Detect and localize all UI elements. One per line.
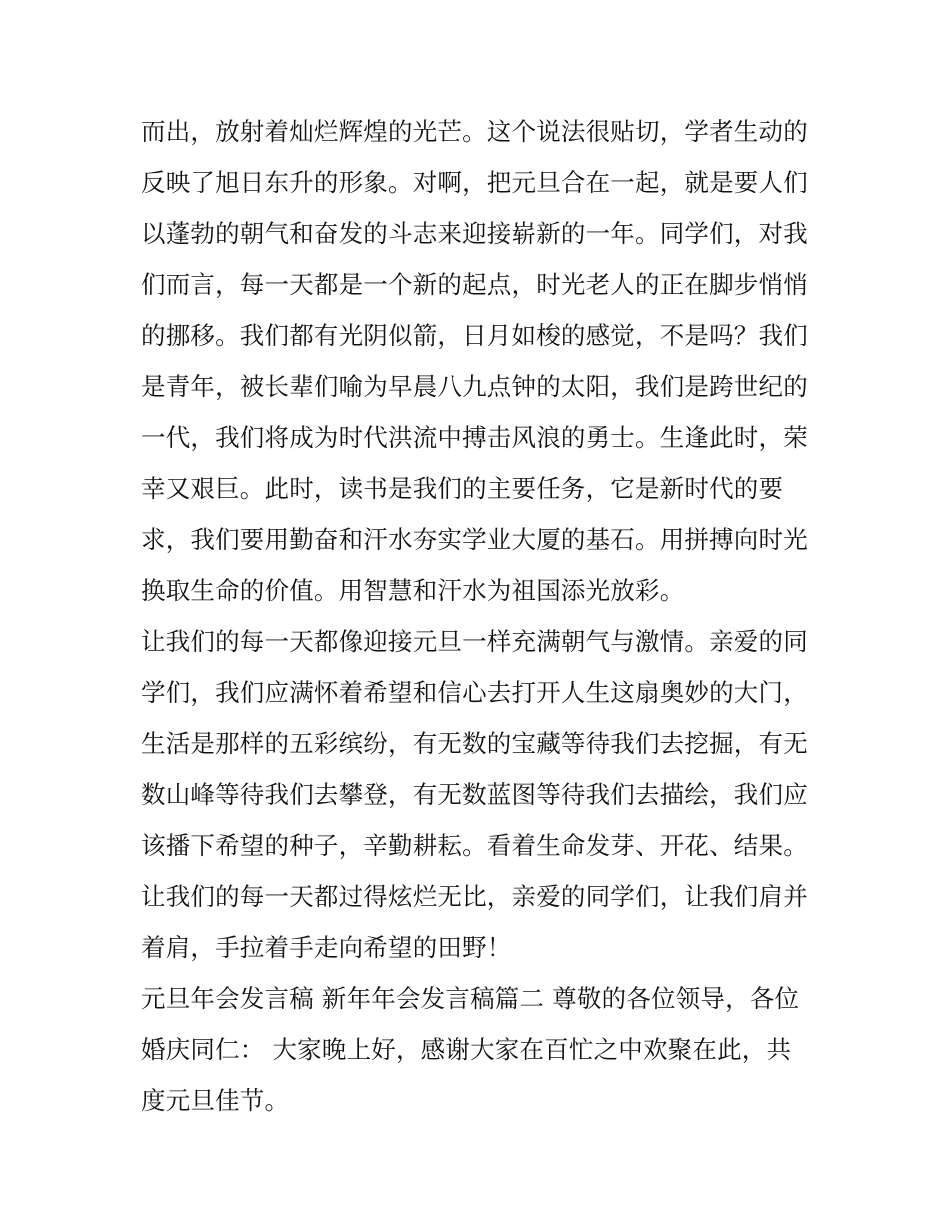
document-body	[141, 106, 821, 1126]
text-line: 元旦年会发言稿 新年年会发言稿篇二 尊敬的各位领导，各位	[141, 984, 800, 1013]
text-line: 让我们的每一天都像迎接元旦一样充满朝气与激情。亲爱的同	[141, 627, 808, 656]
text-line: 而出，放射着灿烂辉煌的光芒。这个说法很贴切，学者生动的	[141, 117, 808, 146]
text-line: 求，我们要用勤奋和汗水夯实学业大厦的基石。用拼搏向时光	[141, 525, 808, 554]
text-line: 反映了旭日东升的形象。对啊，把元旦合在一起，就是要人们	[141, 168, 808, 197]
text-line: 度元旦佳节。	[141, 1086, 290, 1115]
text-line: 换取生命的价值。用智慧和汗水为祖国添光放彩。	[141, 576, 685, 605]
text-line: 以蓬勃的朝气和奋发的斗志来迎接崭新的一年。同学们，对我	[141, 219, 808, 248]
text-line: 是青年，被长辈们喻为早晨八九点钟的太阳，我们是跨世纪的	[141, 372, 808, 401]
text-line: 幸又艰巨。此时，读书是我们的主要任务，它是新时代的要	[141, 474, 784, 503]
text-line: 让我们的每一天都过得炫烂无比，亲爱的同学们，让我们肩并	[141, 882, 808, 911]
text-line: 一代，我们将成为时代洪流中搏击风浪的勇士。生逢此时，荣	[141, 423, 808, 452]
text-line: 数山峰等待我们去攀登，有无数蓝图等待我们去描绘，我们应	[141, 780, 808, 809]
text-line: 生活是那样的五彩缤纷，有无数的宝藏等待我们去挖掘，有无	[141, 729, 808, 758]
text-line: 婚庆同仁： 大家晚上好，感谢大家在百忙之中欢聚在此，共	[141, 1035, 792, 1064]
text-line: 们而言，每一天都是一个新的起点，时光老人的正在脚步悄悄	[141, 270, 808, 299]
text-line: 学们，我们应满怀着希望和信心去打开人生这扇奥妙的大门，	[141, 678, 808, 707]
text-line: 的挪移。我们都有光阴似箭，日月如梭的感觉，不是吗？我们	[141, 321, 808, 350]
text-line: 着肩，手拉着手走向希望的田野！	[141, 933, 512, 962]
text-line: 该播下希望的种子，辛勤耕耘。看着生命发芽、开花、结果。	[141, 831, 808, 860]
